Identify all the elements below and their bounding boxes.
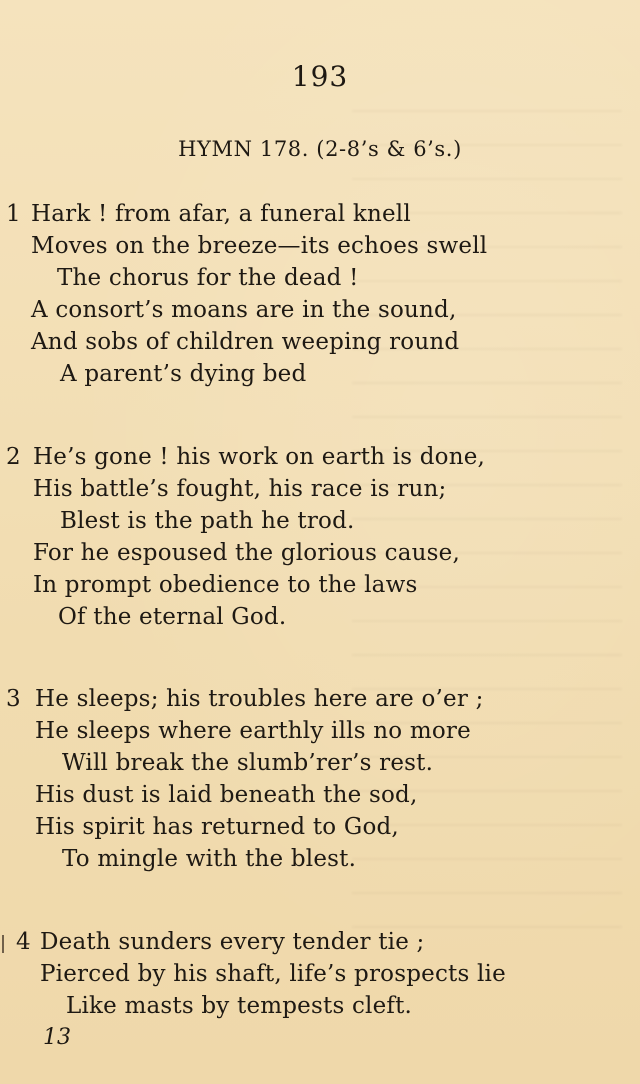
signature-mark: 13	[43, 1025, 71, 1050]
verse-line: He’s gone ! his work on earth is done,	[33, 444, 486, 470]
verse-line: Of the eternal God.	[58, 604, 287, 630]
verse-line: To mingle with the blest.	[62, 846, 357, 872]
verse-line: Hark ! from afar, a funeral knell	[31, 201, 411, 227]
margin-mark	[2, 935, 4, 953]
verse-line: His battle’s fought, his race is run;	[33, 476, 447, 502]
verse-number-3: 3	[6, 686, 21, 712]
verse-line: Death sunders every tender tie ;	[40, 929, 425, 955]
verse-number-1: 1	[6, 201, 21, 227]
hymn-title: HYMN 178. (2-8’s & 6’s.)	[178, 137, 462, 161]
verse-number-2: 2	[6, 444, 21, 470]
verse-line: His dust is laid beneath the sod,	[35, 782, 418, 808]
verse-line: Blest is the path he trod.	[60, 508, 355, 534]
verse-line: A parent’s dying bed	[60, 361, 307, 387]
verse-line: A consort’s moans are in the sound,	[31, 297, 457, 323]
verse-line: He sleeps; his troubles here are o’er ;	[35, 686, 484, 712]
page-number: 193	[291, 60, 349, 93]
verse-line: And sobs of children weeping round	[31, 329, 460, 355]
verse-line: He sleeps where earthly ills no more	[35, 718, 471, 744]
verse-line: For he espoused the glorious cause,	[33, 540, 460, 566]
verse-line: Will break the slumb’rer’s rest.	[62, 750, 434, 776]
verse-line: Pierced by his shaft, life’s prospects lie	[40, 961, 506, 987]
verse-line: The chorus for the dead !	[57, 265, 359, 291]
verse-number-4: 4	[16, 929, 31, 955]
verse-line: In prompt obedience to the laws	[33, 572, 418, 598]
verse-line: Moves on the breeze—its echoes swell	[31, 233, 488, 259]
verse-line: Like masts by tempests cleft.	[66, 993, 413, 1019]
verse-line: His spirit has returned to God,	[35, 814, 399, 840]
